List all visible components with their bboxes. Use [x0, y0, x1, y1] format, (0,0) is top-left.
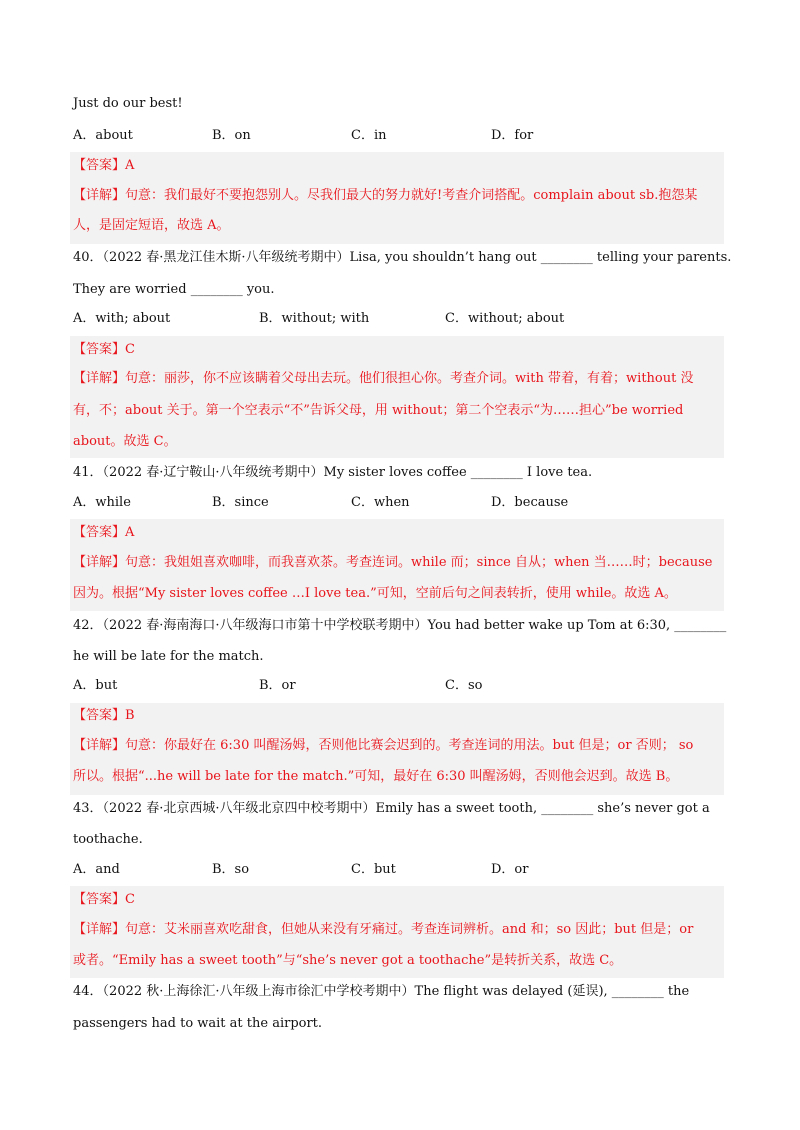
q39-answer-block	[70, 152, 724, 244]
q39-option-d: D．for	[491, 128, 534, 143]
q42-option-c: C．so	[445, 678, 483, 693]
q43-option-c: C．but	[351, 862, 396, 877]
detail-text: 句意：艾米丽喜欢吃甜食，但她从来没有牙痛过。考查连词辨析。and 和；so 因此；but 但是；or	[125, 922, 694, 937]
detail-label: 【详解】	[73, 922, 126, 937]
detail-label: 【详解】	[73, 371, 126, 386]
detail-label: 【详解】	[73, 188, 126, 203]
answer-label: 【答案】	[73, 708, 126, 723]
q41-answer-block	[70, 519, 724, 611]
q40-detail-line-2: 有，不；about 关于。第一个空表示“不”告诉父母，用 without；第二个空表示“为……担心”be worried	[73, 403, 684, 418]
q39-options	[73, 126, 723, 146]
q39-detail-line-2: 人，是固定短语，故选 A。	[73, 218, 230, 233]
q43-detail-line-2: 或者。“Emily has a sweet tooth”与“she’s never got a toothache”是转折关系，故选 C。	[73, 953, 623, 968]
answer-value: C	[125, 892, 135, 907]
q43-option-d: D．or	[491, 862, 529, 877]
q40-answer-block	[70, 336, 724, 458]
q44-stem-line-1: 44．（2022 秋·上海徐汇·八年级上海市徐汇中学校考期中）The flight was delayed (延误), ________ the	[73, 984, 690, 999]
q39-answer	[73, 156, 724, 176]
q41-detail-line-1	[73, 553, 724, 573]
q41-detail-line-2: 因为。根据“My sister loves coffee …I love tea.”可知，空前后句之间表转折，使用 while。故选 A。	[73, 586, 677, 601]
q40-detail-line-1	[73, 369, 724, 389]
q43-stem-line-1: 43．（2022 春·北京西城·八年级北京四中校考期中）Emily has a sweet tooth, ________ she’s never got a	[73, 801, 710, 816]
q39-option-b: B．on	[212, 128, 251, 143]
q41-options	[73, 493, 723, 513]
q43-detail-line-1	[73, 920, 724, 940]
q39-detail-line-1	[73, 186, 724, 206]
answer-label: 【答案】	[73, 525, 126, 540]
q42-answer-block	[70, 703, 724, 795]
detail-text: 句意：你最好在 6:30 叫醒汤姆，否则他比赛会迟到的。考查连词的用法。but 但是；or 否则； so	[125, 738, 694, 753]
q43-answer	[73, 890, 724, 910]
q43-option-a: A．and	[73, 862, 120, 877]
detail-text: 句意：丽莎，你不应该瞒着父母出去玩。他们很担心你。考查介词。with 带着，有着；without 没	[125, 371, 694, 386]
q40-option-b: B．without; with	[259, 311, 370, 326]
answer-label: 【答案】	[73, 342, 126, 357]
detail-label: 【详解】	[73, 738, 126, 753]
q40-option-a: A．with; about	[73, 311, 171, 326]
q42-detail-line-2: 所以。根据“...he will be late for the match.”可知，最好在 6:30 叫醒汤姆，否则他会迟到。故选 B。	[73, 769, 679, 784]
q42-options	[73, 676, 723, 696]
q41-option-b: B．since	[212, 495, 269, 510]
q40-option-c: C．without; about	[445, 311, 565, 326]
q43-stem-line-2: toothache.	[73, 832, 143, 847]
q40-detail-line-3: about。故选 C。	[73, 434, 177, 449]
q40-stem-line-2: They are worried ________ you.	[73, 282, 275, 297]
q41-option-c: C．when	[351, 495, 410, 510]
answer-label: 【答案】	[73, 158, 126, 173]
answer-value: B	[125, 708, 135, 723]
q43-option-b: B．so	[212, 862, 250, 877]
q41-option-d: D．because	[491, 495, 569, 510]
q39-option-c: C．in	[351, 128, 387, 143]
q42-stem-line-1: 42．（2022 春·海南海口·八年级海口市第十中学校联考期中）You had better wake up Tom at 6:30, ________	[73, 618, 727, 633]
q41-answer	[73, 523, 724, 543]
detail-text: 句意：我们最好不要抱怨别人。尽我们最大的努力就好!考查介词搭配。complain about sb.抱怨某	[125, 188, 698, 203]
q44-stem-line-2: passengers had to wait at the airport.	[73, 1016, 323, 1031]
q42-detail-line-1	[73, 736, 724, 756]
q43-answer-block	[70, 886, 724, 978]
q41-stem-line-1: 41．（2022 春·辽宁鞍山·八年级统考期中）My sister loves coffee ________ I love tea.	[73, 465, 593, 480]
answer-value: A	[125, 158, 135, 173]
detail-text: 句意：我姐姐喜欢咖啡，而我喜欢茶。考查连词。while 而；since 自从；when 当……时；because	[125, 555, 713, 570]
q40-options	[73, 309, 723, 329]
q39-stem-end: Just do our best!	[73, 96, 183, 111]
q41-option-a: A．while	[73, 495, 131, 510]
answer-value: A	[125, 525, 135, 540]
q39-option-a: A．about	[73, 128, 133, 143]
q40-stem-line-1: 40．（2022 春·黑龙江佳木斯·八年级统考期中）Lisa, you shouldn’t hang out ________ telling your parents.	[73, 250, 732, 265]
q42-option-a: A．but	[73, 678, 118, 693]
q42-option-b: B．or	[259, 678, 296, 693]
detail-label: 【详解】	[73, 555, 126, 570]
q40-answer	[73, 340, 724, 360]
answer-label: 【答案】	[73, 892, 126, 907]
answer-value: C	[125, 342, 135, 357]
q42-stem-line-2: he will be late for the match.	[73, 649, 264, 664]
q43-options	[73, 860, 723, 880]
q42-answer	[73, 706, 724, 726]
